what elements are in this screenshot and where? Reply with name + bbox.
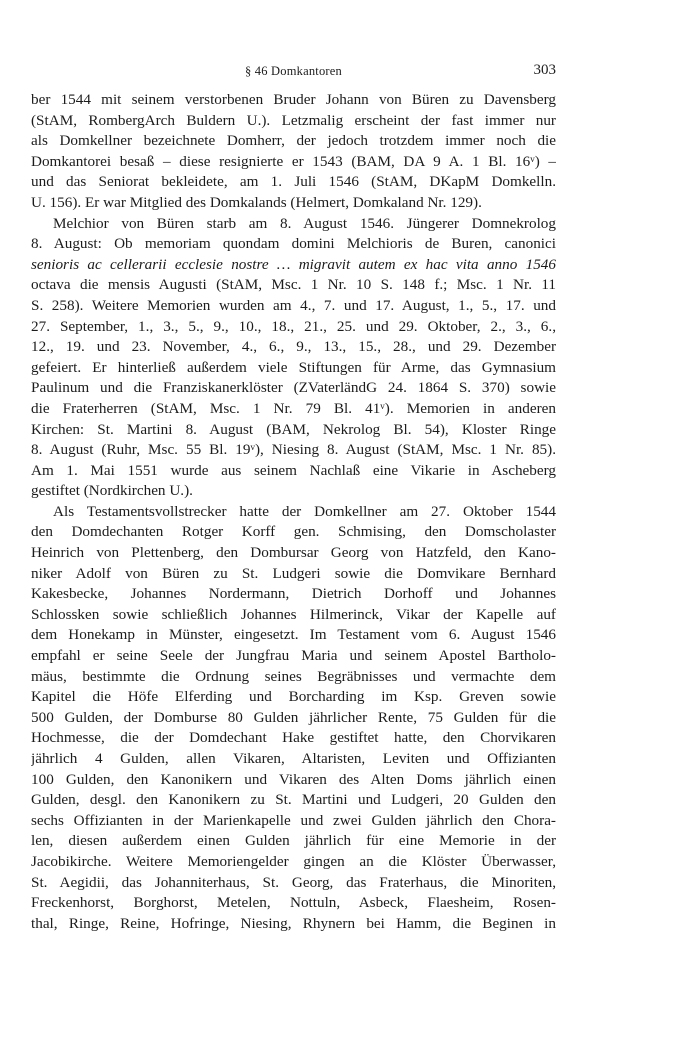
text-line: Kirchen: St. Martini 8. August (BAM, Nekrolog Bl. 54), Kloster Ringe xyxy=(31,420,556,438)
text-line: Hochmesse, die der Domdechant Hake gestiftet hatte, den Chorvikaren xyxy=(31,729,556,747)
text-line: dem Honekamp in Münster, eingesetzt. Im Testament vom 6. August 1546 xyxy=(31,626,556,644)
text-line: Jacobikirche. Weitere Memoriengelder gingen an die Klöster Überwasser, xyxy=(31,852,556,870)
text-line: Paulinum und die Franziskanerklöster (ZVaterländG 24. 1864 S. 370) sowie xyxy=(31,379,556,397)
text-line: 500 Gulden, der Domburse 80 Gulden jährlicher Rente, 75 Gulden für die xyxy=(31,708,556,726)
text-line: (StAM, RombergArch Buldern U.). Letzmalig erscheint der fast immer nur xyxy=(31,111,556,129)
text-line: 8. August (Ruhr, Msc. 55 Bl. 19ᵛ), Niesing 8. August (StAM, Msc. 1 Nr. 85). xyxy=(31,441,556,459)
text-line: niker Adolf von Büren zu St. Ludgeri sowie die Domvikare Bernhard xyxy=(31,564,556,582)
text-line: und das Seniorat bekleidete, am 1. Juli 1546 (StAM, DKapM Domkelln. xyxy=(31,173,556,191)
text-line: len, diesen außerdem einen Gulden jährlich für eine Memorie in der xyxy=(31,832,556,850)
text-line: die Fraterherren (StAM, Msc. 1 Nr. 79 Bl. 41ᵛ). Memorien in anderen xyxy=(31,399,556,417)
text-line: Kakesbecke, Johannes Nordermann, Dietrich Dorhoff und Johannes xyxy=(31,585,556,603)
text-line: Heinrich von Plettenberg, den Dombursar Georg von Hatzfeld, den Kano- xyxy=(31,544,556,562)
text-line: senioris ac cellerarii ecclesie nostre … migravit autem ex hac vita anno 1546 xyxy=(31,255,556,273)
text-line: St. Aegidii, das Johanniterhaus, St. Georg, das Fraterhaus, die Minoriten, xyxy=(31,873,556,891)
book-page xyxy=(31,62,556,934)
text-line: Freckenhorst, Borghorst, Metelen, Nottuln, Asbeck, Flaesheim, Rosen- xyxy=(31,894,556,912)
text-line: 8. August: Ob memoriam quondam domini Melchioris de Buren, canonici xyxy=(31,235,556,253)
text-line: 27. September, 1., 3., 5., 9., 10., 18., 21., 25. und 29. Oktober, 2., 3., 6., xyxy=(31,317,556,335)
paragraph-first-line: Als Testamentsvollstrecker hatte der Domkellner am 27. Oktober 1544 xyxy=(53,502,556,520)
text-line: sechs Offizianten in der Marienkapelle und zwei Gulden jährlich den Chora- xyxy=(31,811,556,829)
text-line: als Domkellner bezeichnete Domherr, der jedoch trotzdem immer noch die xyxy=(31,132,556,150)
text-line: S. 258). Weitere Memorien wurden am 4., 7. und 17. August, 1., 5., 17. und xyxy=(31,296,556,314)
text-line: empfahl er seine Seele der Jungfrau Maria und seinem Apostel Bartholo- xyxy=(31,647,556,665)
running-title: § 46 Domkantoren xyxy=(245,64,342,78)
text-line: ber 1544 mit seinem verstorbenen Bruder Johann von Büren zu Davensberg xyxy=(31,91,556,108)
text-line: Gulden, desgl. den Kanonikern zu St. Martini und Ludgeri, 20 Gulden den xyxy=(31,791,556,809)
paragraph-first-line: Melchior von Büren starb am 8. August 1546. Jüngerer Domnekrolog xyxy=(53,214,556,232)
text-line: 12., 19. und 23. November, 4., 6., 9., 13., 15., 28., und 29. Dezember xyxy=(31,338,556,356)
text-line: jährlich 4 Gulden, allen Vikaren, Altaristen, Leviten und Offizianten xyxy=(31,750,556,767)
running-head xyxy=(31,62,556,84)
text-line: Am 1. Mai 1551 wurde aus seinem Nachlaß eine Vikarie in Ascheberg xyxy=(31,461,556,479)
text-line: Domkantorei besaß – diese resignierte er 1543 (BAM, DA 9 A. 1 Bl. 16ᵛ) – xyxy=(31,152,556,170)
text-line: thal, Ringe, Reine, Hofringe, Niesing, Rhynern bei Hamm, die Beginen in xyxy=(31,914,556,932)
text-line: gestiftet (Nordkirchen U.). xyxy=(31,482,193,500)
page-number: 303 xyxy=(533,62,556,78)
text-line: den Domdechanten Rotger Korff gen. Schmising, den Domscholaster xyxy=(31,523,556,541)
text-line: mäus, bestimmte die Ordnung seines Begräbnisses und vermachte dem xyxy=(31,667,556,685)
text-line: 100 Gulden, den Kanonikern und Vikaren des Alten Doms jährlich einen xyxy=(31,770,556,788)
text-line: Kapitel die Höfe Elferding und Borcharding im Ksp. Greven sowie xyxy=(31,688,556,706)
text-line: U. 156). Er war Mitglied des Domkalands (Helmert, Domkaland Nr. 129). xyxy=(31,193,482,211)
text-line: gefeiert. Er hinterließ außerdem viele Stiftungen für Arme, das Gymnasium xyxy=(31,358,556,376)
text-line: octava die mensis Augusti (StAM, Msc. 1 Nr. 10 S. 148 f.; Msc. 1 Nr. 11 xyxy=(31,276,556,294)
text-line: Schlossken sowie schließlich Johannes Hilmerinck, Vikar der Kapelle auf xyxy=(31,605,556,623)
body-text xyxy=(31,90,556,934)
